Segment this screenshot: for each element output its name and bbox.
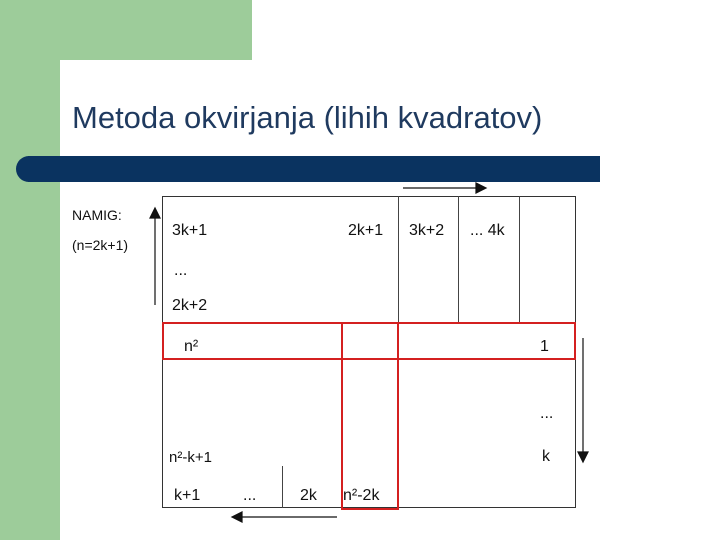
arrow-down-right-head — [578, 452, 588, 462]
label-bottom-dots: ... — [243, 487, 257, 504]
label-one: 1 — [540, 338, 549, 355]
label-left-dots: ... — [174, 262, 188, 279]
label-n-squared-minus-k-plus-1: n²-k+1 — [169, 449, 212, 466]
arrow-up-left-head — [150, 208, 160, 218]
label-2k: 2k — [300, 487, 317, 504]
label-3k-plus-2: 3k+2 — [409, 222, 445, 239]
label-right-dots: ... — [540, 405, 554, 422]
slide-title: Metoda okvirjanja (lihih kvadratov) — [72, 100, 543, 135]
label-2k-plus-2: 2k+2 — [172, 297, 208, 314]
label-n-squared-minus-2k: n²-2k — [343, 487, 380, 504]
hint-label: NAMIG: — [72, 207, 122, 223]
label-2k-plus-1: 2k+1 — [348, 222, 384, 239]
label-3k-plus-1: 3k+1 — [172, 222, 208, 239]
label-dots-4k: ... 4k — [470, 222, 505, 239]
arrow-left-bottom-head — [232, 512, 242, 522]
label-n-squared: n² — [184, 338, 199, 355]
arrow-right-top-head — [476, 183, 486, 193]
label-k-plus-1: k+1 — [174, 487, 201, 504]
label-k: k — [542, 448, 550, 465]
hint-formula: (n=2k+1) — [72, 237, 129, 253]
